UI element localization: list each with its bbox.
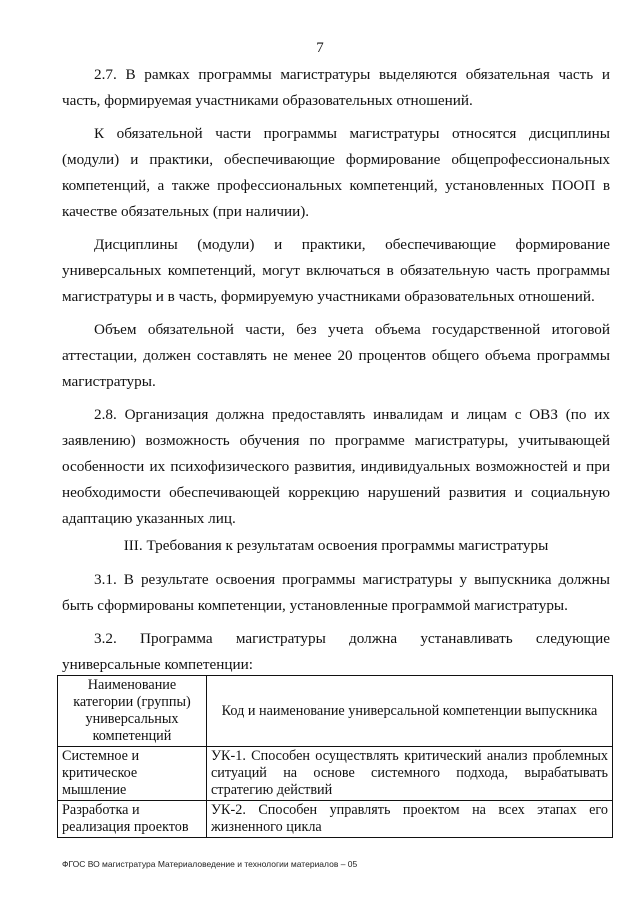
paragraph-3-1: 3.1. В результате освоения программы магистратуры у выпускника должны быть сформированы компетенции, установленные программой магистратуры. [62,571,610,614]
row-category: Разработка и реализация проектов [58,801,207,838]
competencies-table [57,675,613,838]
paragraph-2-8: 2.8. Организация должна предоставлять инвалидам и лицам с ОВЗ (по их заявлению) возможность обучения по программе магистратуры, учитывающей особенности их психофизического развития, индивидуальных возможностей и при необходимости обеспечивающей коррекцию нарушений развития и социальную адаптацию указанных лиц. [62,406,610,527]
header-category: Наименование категории (группы) универсальных компетенций [58,676,207,747]
header-code: Код и наименование универсальной компетенции выпускника [207,676,613,747]
paragraph-3-2: 3.2. Программа магистратуры должна устанавливать следующие универсальные компетенции: [62,630,610,673]
table-row [58,801,613,838]
page-number: 7 [316,40,324,56]
document-body [62,62,610,539]
table-row [58,747,613,801]
table-header-row [58,676,613,747]
section-title: III. Требования к результатам освоения программы магистратуры [123,537,549,554]
page-footer: ФГОС ВО магистратура Материаловедение и технологии материалов – 05 [62,859,358,869]
row-competence: УК-2. Способен управлять проектом на всех этапах его жизненного цикла [207,801,613,838]
paragraph-disciplines: Дисциплины (модули) и практики, обеспечивающие формирование универсальных компетенций, могут включаться в обязательную часть программы магистратуры и в часть, формируемую участниками образовательных отношений. [62,236,610,305]
row-competence: УК-1. Способен осуществлять критический анализ проблемных ситуаций на основе системного подхода, вырабатывать стратегию действий [207,747,613,801]
paragraph-mandatory-part: К обязательной части программы магистратуры относятся дисциплины (модули) и практики, обеспечивающие формирование общепрофессиональных компетенций, а также профессиональных компетенций, установленных ПООП в качестве обязательных (при наличии). [62,125,610,220]
paragraph-volume: Объем обязательной части, без учета объема государственной итоговой аттестации, должен составлять не менее 20 процентов общего объема программы магистратуры. [62,321,610,390]
paragraph-2-7: 2.7. В рамках программы магистратуры выделяются обязательная часть и часть, формируемая участниками образовательных отношений. [62,66,610,109]
document-body-section-3 [62,567,610,685]
row-category: Системное и критическое мышление [58,747,207,801]
